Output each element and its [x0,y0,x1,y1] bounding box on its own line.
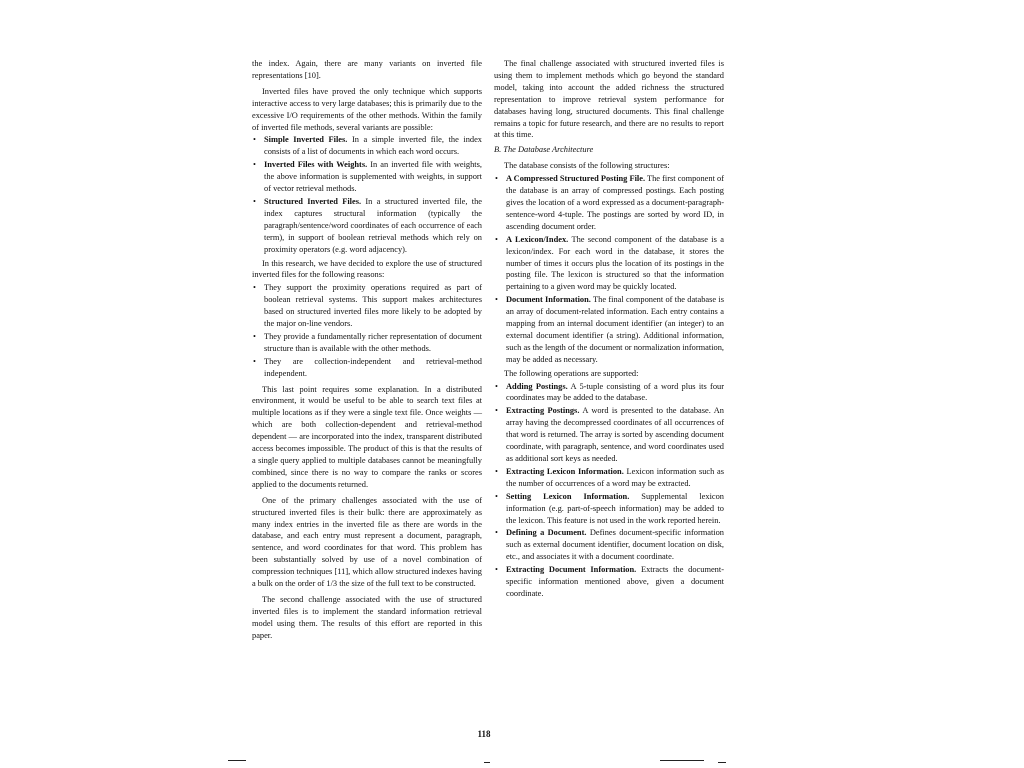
scan-edge-mark [718,762,726,763]
list-term: A Compressed Structured Posting File. [506,174,646,184]
operations-list [494,381,724,600]
left-column [252,58,482,642]
list-item [494,564,724,600]
list-text: Defines document-specific information such as external document identifier, document location on disk, etc., and associates it with a document coordinate. [506,528,724,562]
paragraph: This last point requires some explanation. In a distributed environment, it would be useful to be able to search text files at multiple locations as if they were a single text file. Once weights — which are both collection-dependent and retrieval-method dependent — are incorporated into the index, transparent distributed access becomes impossible. The product of this is that the results of a single query applied to multiple databases cannot be meaningfully combined, since there is no way to compare the ranks or scores applied to the documents returned. [252,384,482,489]
list-term: Adding Postings. [506,381,568,391]
paragraph: In this research, we have decided to explore the use of structured inverted files for the following reasons: [252,258,482,280]
paragraph: The database consists of the following structures: [504,161,670,171]
scan-edge-mark [484,762,490,763]
list-item [252,134,482,158]
paragraph: One of the primary challenges associated with the use of structured inverted files is their bulk: there are approximately as many index entries in the inverted file as there are words in the database, and each entry must represent a document, paragraph, sentence, and word coordinates for that word. This problem has been substantially solved by use of a novel combination of compression techniques [11], which allow structured indexes having a bulk on the order of 1/3 the size of the full text to be constructed. [252,495,482,589]
list-item [494,294,724,365]
list-text: The second component of the database is a lexicon/index. For each word in the database, it stores the number of times it occurs plus the location of its postings in the posting file. The lexicon is structured so that the information pertaining to a given word may be quickly located. [506,234,724,292]
right-column [494,58,724,602]
list-item [494,466,724,490]
list-text: A 5-tuple consisting of a word plus its four coordinates may be added to the database. [506,381,724,403]
paragraph: The following operations are supported: [504,368,639,378]
list-term: Setting Lexicon Information. [506,491,630,501]
scan-edge-mark [660,760,704,761]
list-text: In a structured inverted file, the index captures structural information (typically the paragraph/sentence/word coordinates of each occurrence of each term), in support of boolean retrieval methods which rely on proximity operators (e.g. word adjacency). [264,196,482,254]
list-item [252,196,482,256]
list-text: In an inverted file with weights, the above information is supplemented with weights, in support of vector retrieval methods. [264,160,482,194]
list-item [494,381,724,405]
list-term: A Lexicon/Index. [506,234,569,244]
list-item [494,405,724,465]
list-item [494,527,724,563]
inverted-file-variants-list [252,134,482,255]
list-term: Structured Inverted Files. [264,196,362,206]
database-structures-list [494,173,724,366]
paragraph: The final challenge associated with structured inverted files is using them to implement methods which go beyond the standard model, taking into account the added richness the structured representation to improve retrieval system performance for databases having long, structured documents. This final challenge remains a topic for future research, and there are no results to report at this time. [494,59,724,140]
page-number: 118 [477,729,491,739]
list-item: • They are collection-independent and retrieval-method independent. [252,356,482,380]
list-text: A word is presented to the database. An array having the decompressed coordinates of all occurrences of that word is returned. The array is sorted by ascending document coordinate, with paragraph, sentence, and word coordinates used as additional sort keys as needed. [506,406,724,463]
list-item [494,234,724,294]
list-item: • They support the proximity operations required as part of boolean retrieval systems. This support makes architectures based on structured inverted files more likely to be adopted by the major on-line vendors. [252,282,482,330]
list-text: The final component of the database is an array of document-related information. Each entry contains a mapping from an internal document identifier (an integer) to an external document identifier (a string). Additional information, such as the length of the document or normalization information, may be added as necessary. [506,295,724,364]
list-term: Simple Inverted Files. [264,135,348,145]
paragraph: Inverted files have proved the only technique which supports interactive access to very large databases; this is primarily due to the excessive I/O requirements of the other methods. Within the family of inverted file methods, several variants are possible: [252,86,482,132]
section-heading: B. The Database Architecture [494,145,594,155]
list-text: The first component of the database is an array of compressed postings. Each posting gives the location of a word expressed as a document-paragraph-sentence-word 4-tuple. The postings are sorted by word ID, in ascending document order. [506,174,724,231]
list-term: Extracting Document Information. [506,565,637,575]
list-term: Extracting Lexicon Information. [506,466,624,476]
list-term: Inverted Files with Weights. [264,160,368,170]
scan-edge-mark [228,760,246,761]
reasons-list [252,282,482,379]
list-text: Supplemental lexicon information (e.g. part-of-speech information) may be added to the lexicon. This feature is not used in the work reported herein. [506,491,724,525]
list-item [494,173,724,233]
list-item [252,159,482,195]
list-term: Document Information. [506,295,591,305]
list-item: • They provide a fundamentally richer representation of document structure than is available with the other methods. [252,331,482,355]
list-text: Lexicon information such as the number of occurrences of a word may be extracted. [506,466,725,488]
list-term: Extracting Postings. [506,406,580,416]
list-text: Extracts the document-specific information mentioned above, given a document coordinate. [506,565,724,598]
list-term: Defining a Document. [506,528,587,538]
paragraph: the index. Again, there are many variants on inverted file representations [10]. [252,59,482,80]
list-item [494,491,724,527]
paragraph: The second challenge associated with the use of structured inverted files is to implement the standard information retrieval model using them. The results of this effort are reported in this paper. [252,594,482,640]
list-text: In a simple inverted file, the index consists of a list of documents in which each word occurs. [264,135,482,157]
